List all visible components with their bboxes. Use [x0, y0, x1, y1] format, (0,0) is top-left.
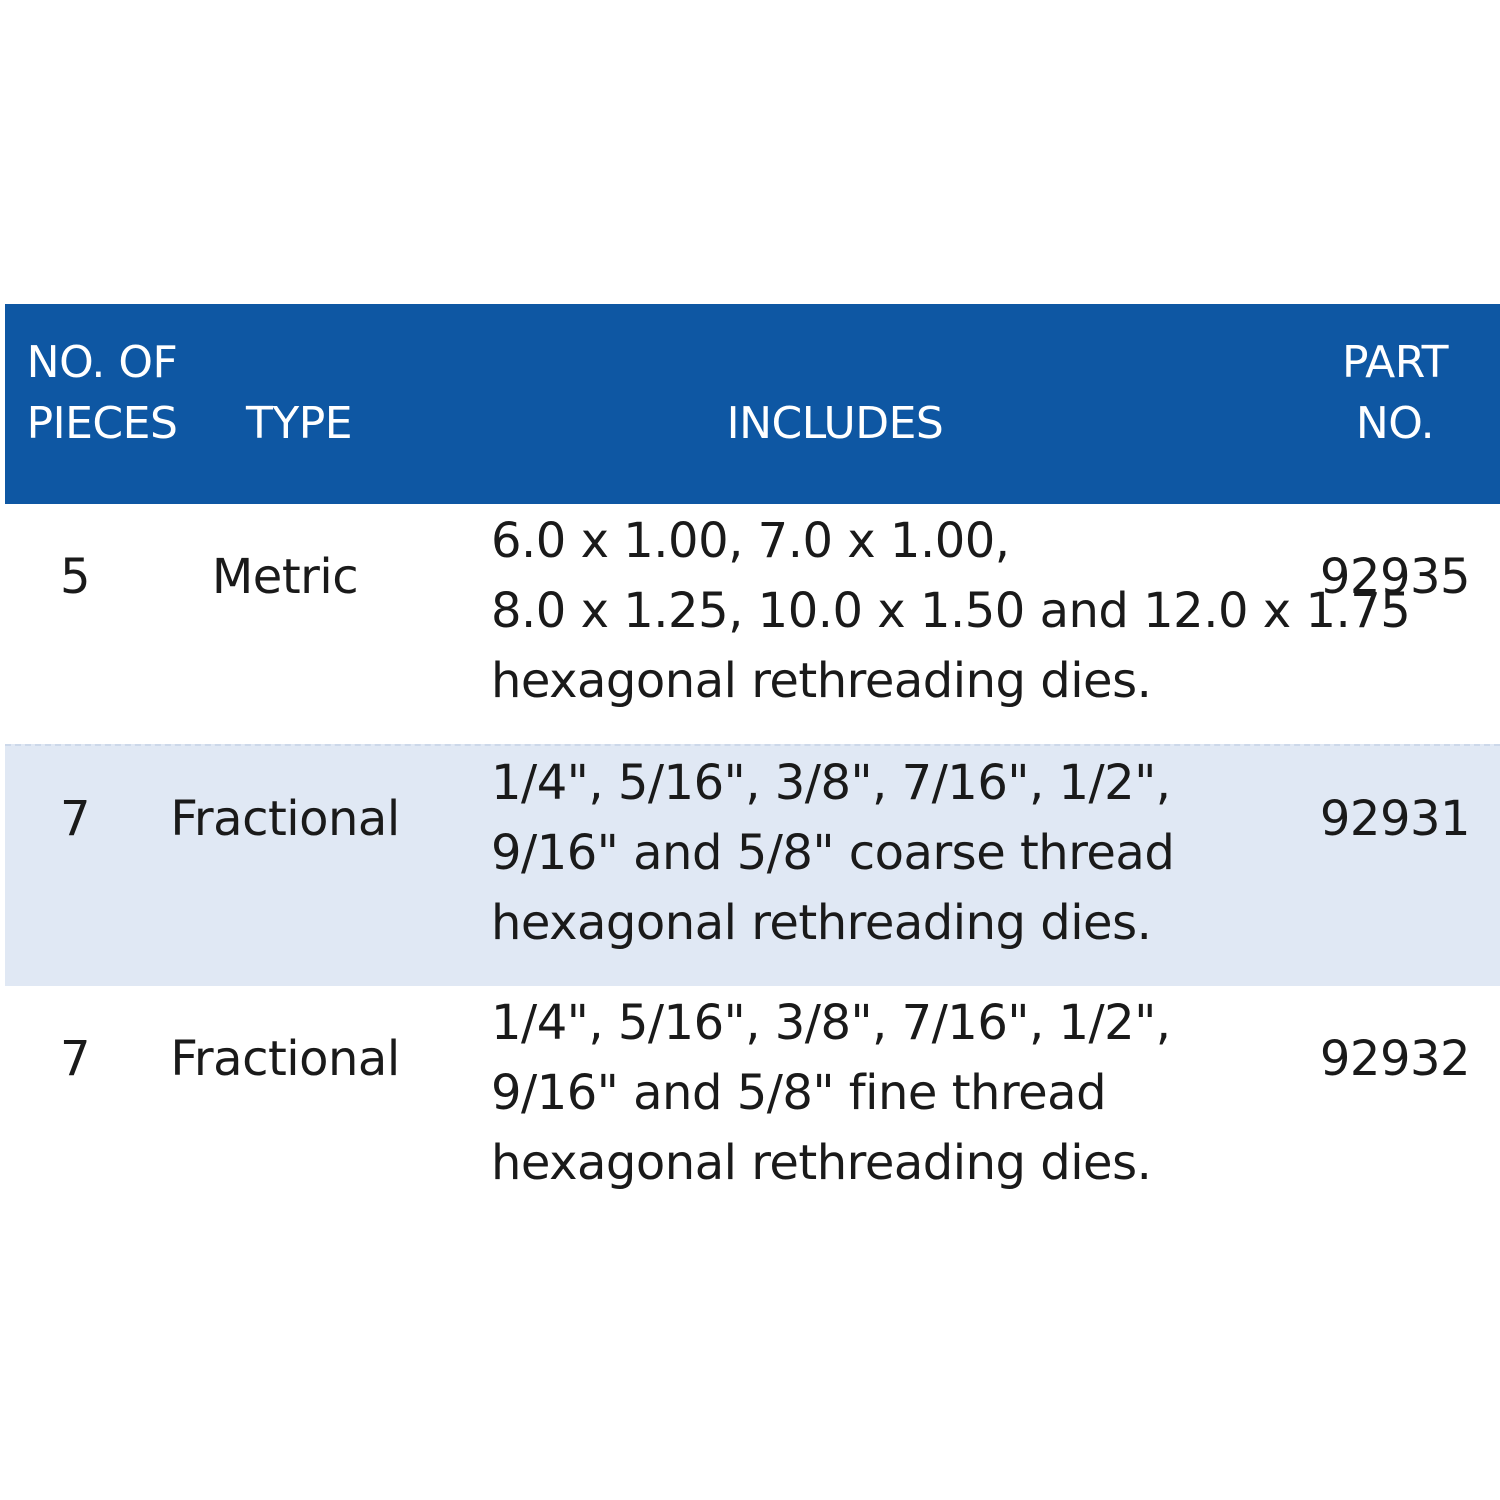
part-no-cell: 92932: [1319, 1031, 1471, 1087]
header-includes: INCLUDES: [726, 398, 944, 449]
header-no-of-pieces-line-2: PIECES: [26, 398, 178, 449]
header-no-of-pieces-line-1: NO. OF: [26, 337, 178, 388]
includes-cell: [491, 988, 1301, 1198]
pieces-cell: 7: [59, 1031, 91, 1087]
part-no-cell: 92931: [1319, 791, 1471, 847]
includes-line: 8.0 x 1.25, 10.0 x 1.50 and 12.0 x 1.75: [491, 583, 1411, 639]
includes-line: 1/4", 5/16", 3/8", 7/16", 1/2",: [491, 755, 1171, 811]
header-type: TYPE: [245, 398, 353, 449]
includes-cell: [491, 748, 1301, 958]
includes-line: hexagonal rethreading dies.: [491, 653, 1152, 709]
table-row: [5, 744, 1500, 986]
pieces-cell: 7: [59, 791, 91, 847]
includes-line: 9/16" and 5/8" fine thread: [491, 1065, 1107, 1121]
table-header: [5, 304, 1500, 504]
pieces-cell: 5: [59, 549, 91, 605]
header-part-no: [1295, 332, 1495, 454]
part-no-cell: 92935: [1319, 549, 1471, 605]
header-part-no-line-1: PART: [1341, 337, 1449, 388]
header-no-of-pieces: [5, 332, 199, 454]
includes-line: hexagonal rethreading dies.: [491, 895, 1152, 951]
type-cell: Metric: [211, 549, 359, 605]
die-set-table: [5, 304, 1500, 1226]
includes-line: hexagonal rethreading dies.: [491, 1135, 1152, 1191]
includes-line: 6.0 x 1.00, 7.0 x 1.00,: [491, 513, 1010, 569]
header-part-no-line-2: NO.: [1355, 398, 1435, 449]
includes-line: 9/16" and 5/8" coarse thread: [491, 825, 1175, 881]
table-row: [5, 504, 1500, 744]
type-cell: Fractional: [170, 1031, 400, 1087]
includes-line: 1/4", 5/16", 3/8", 7/16", 1/2",: [491, 995, 1171, 1051]
table-row: [5, 986, 1500, 1226]
type-cell: Fractional: [170, 791, 400, 847]
